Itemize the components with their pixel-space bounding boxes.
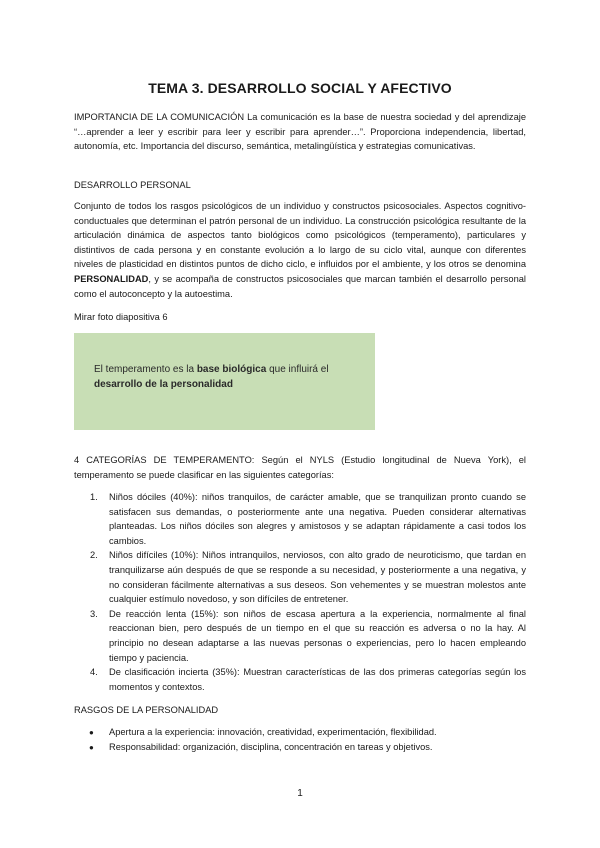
personality-traits-list xyxy=(74,725,526,755)
page-title: TEMA 3. DESARROLLO SOCIAL Y AFECTIVO xyxy=(148,80,452,96)
temperament-intro: 4 CATEGORÍAS DE TEMPERAMENTO: Según el NYLS (Estudio longitudinal de Nueva York), el temperamento se puede clasificar en las siguientes categorías: xyxy=(74,455,526,480)
personality-traits-heading: RASGOS DE LA PERSONALIDAD xyxy=(74,705,219,715)
callout-text: El temperamento es la base biológica que influirá el desarrollo de la personalidad xyxy=(94,364,329,390)
personal-development-text-end: , y se acompaña de constructos psicosociales que marcan también el desarrollo personal como el autoconcepto y la autoestima. xyxy=(74,273,526,299)
personal-development-paragraph xyxy=(74,199,526,301)
communication-lead: IMPORTANCIA DE LA COMUNICACIÓN xyxy=(74,112,245,122)
list-item: ● Apertura a la experiencia: innovación, creatividad, experimentación, flexibilidad. xyxy=(74,725,526,740)
communication-text: La comunicación es la base de nuestra sociedad y del aprendizaje “…aprender a leer y escribir para leer y escribir para aprender…”. Proporciona independencia, libertad, autonomía, etc. Importancia del discurso, semántica, metalingüística y estrategias comunicativas. xyxy=(74,112,526,152)
list-item: 2. Niños difíciles (10%): Niños intranquilos, nerviosos, con alto grado de neuroticismo, que tardan en tranquilizarse aún después de que se responde a su necesidad, y posteriormente a una negativa, y no consideran fácilmente alternativas a sus deseos. Son vehementes y se muestran molestos ante cualquier estímulo novedoso, y son difíciles de entretener. xyxy=(90,550,526,605)
communication-paragraph xyxy=(74,110,526,154)
page-number: 1 xyxy=(297,788,303,799)
callout-bold-2: desarrollo de la personalidad xyxy=(94,379,233,390)
bullet-icon: ● xyxy=(89,728,94,737)
personal-development-heading: DESARROLLO PERSONAL xyxy=(74,180,191,190)
callout-bold-1: base biológica xyxy=(196,364,267,375)
list-item: 3. De reacción lenta (15%): son niños de escasa apertura a la experiencia, normalmente al final reaccionan bien, pero después de un tiempo en el que su reacción es adversa o no la hay. Al principio no desean adaptarse a las nuevas personas o experiencias, pero lo hacen empleando tiempo y paciencia. xyxy=(90,608,526,663)
temperament-callout-box xyxy=(74,333,375,430)
photo-note: Mirar foto diapositiva 6 xyxy=(74,312,168,322)
list-item: 1. Niños dóciles (40%): niños tranquilos, de carácter amable, que se tranquilizan pronto cuando se satisfacen sus demandas, o posteriormente ante una negativa. Pueden considerar alternativas planteadas. Los niños dóciles son alegres y amistosos y se adaptan rápidamente a casi todos los cambios. xyxy=(90,492,526,546)
list-item: ● Responsabilidad: organización, disciplina, concentración en tareas y objetivos. xyxy=(74,740,526,755)
personal-development-text: Conjunto de todos los rasgos psicológicos de un individuo y constructos psicosociales. Aspectos cognitivo-conductuales que determinan el patrón personal de un individuo. La construcción psicológica resultante de la articulación dinámica de aspectos tanto biológicos como psicológicos (temperamento), particulares y distintivos de cada persona y en constante evolución a lo largo de su ciclo vital, aunque con diferentes niveles de plasticidad en distintos puntos de dicho ciclo, e influidos por el ambiente, y los otros se denomina xyxy=(74,201,526,270)
temperament-list xyxy=(74,490,526,694)
list-item: 4. De clasificación incierta (35%): Muestran características de las dos primeras categorías según los momentos y contextos. xyxy=(90,667,526,692)
bullet-icon: ● xyxy=(89,743,94,752)
personality-term: PERSONALIDAD xyxy=(74,273,149,284)
